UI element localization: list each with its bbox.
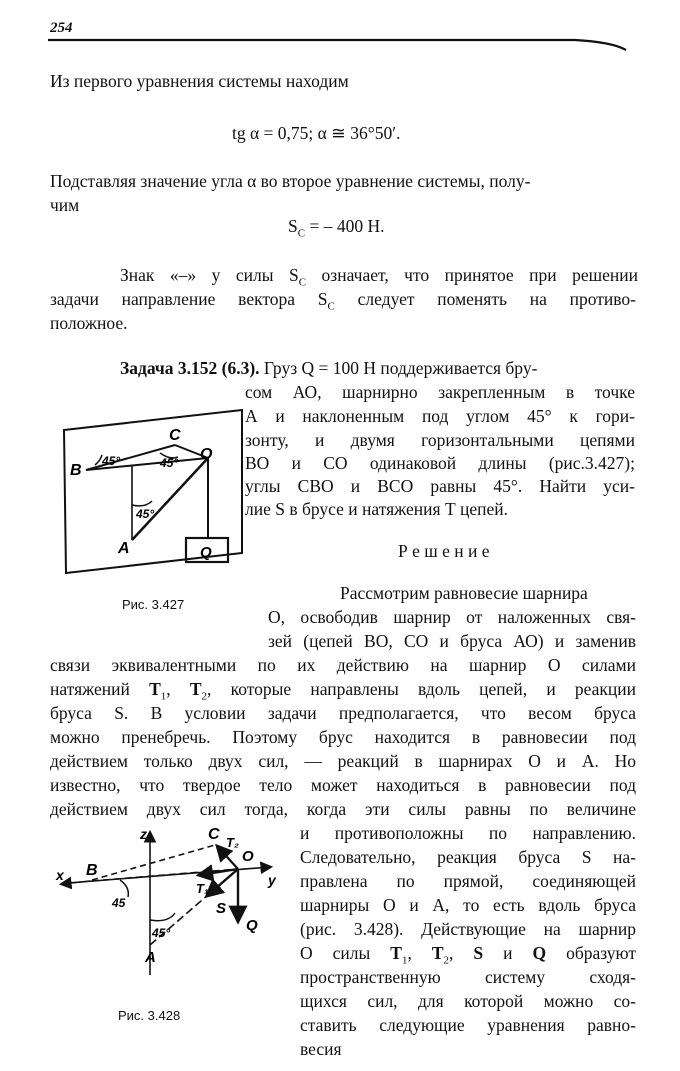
equation-tg-alpha: tg α = 0,75; α ≅ 36°50′. xyxy=(232,123,401,143)
angle-label: 45 xyxy=(112,896,126,910)
subscript: 1 xyxy=(160,690,167,703)
solution-line: Рассмотрим равновесие шарнира xyxy=(340,583,588,603)
angle-arc xyxy=(120,880,128,897)
equation-sc xyxy=(288,215,384,245)
solution-line: известно, что твердое тело может находиться в равновесии под xyxy=(50,775,636,795)
task-line: А и наклоненным под углом 45° к гори- xyxy=(245,406,635,426)
angle-arc xyxy=(132,501,152,506)
axis-label-y: y xyxy=(268,872,276,888)
vector-t: T xyxy=(431,943,444,963)
subscript: 2 xyxy=(443,954,449,967)
label-o: O xyxy=(242,848,254,865)
label-a: A xyxy=(145,949,156,966)
vector-q: Q xyxy=(532,943,547,963)
label-s: S xyxy=(216,900,227,917)
sc-symbol: S xyxy=(288,216,298,236)
solution-line: весия xyxy=(300,1039,342,1059)
solution-line: и противоположны по направлению. xyxy=(300,823,636,843)
label-a: A xyxy=(118,540,130,557)
solution-line: действием только двух сил, — реакций в шарнирах О и А. Но xyxy=(50,751,636,771)
label-o: O xyxy=(200,446,213,463)
text-run: означает, что принятое при решении xyxy=(306,265,638,285)
angle-label: 45° xyxy=(136,507,155,521)
vector-t: T xyxy=(390,943,402,963)
label-c: C xyxy=(169,427,181,444)
angle-arc xyxy=(150,913,175,921)
task-line: сом АО, шарнирно закрепленным в точке xyxy=(245,382,635,402)
wall-plane xyxy=(64,410,242,573)
task-line: лие S в брусе и натяжения Т цепей. xyxy=(245,499,509,519)
label-b: B xyxy=(70,462,82,479)
task-line: зонту, и двумя горизонтальными цепями xyxy=(245,430,635,450)
angle-arc xyxy=(95,455,102,465)
vector-s: S xyxy=(473,943,484,963)
text-run: Груз Q = 100 Н поддерживается бру- xyxy=(259,358,538,378)
solution-line: бруса S. В условии задачи предполагается, что весом бруса xyxy=(50,703,636,723)
axis-label-z: z xyxy=(140,826,147,842)
text-run: Знак «–» у силы S xyxy=(120,265,299,285)
label-q: Q xyxy=(246,917,258,934)
paragraph-line: чим xyxy=(50,195,80,215)
paragraph-line: Из первого уравнения системы находим xyxy=(50,71,349,91)
task-line xyxy=(120,357,635,379)
task-line: ВО и СО одинаковой длины (рис.3.427); xyxy=(245,453,635,473)
page-number: 254 xyxy=(50,20,73,36)
axis-label-x: x xyxy=(56,867,64,883)
text-run: , которые направлены вдоль цепей, и реакции xyxy=(207,679,637,699)
paragraph-line: положное. xyxy=(50,313,128,333)
subscript: C xyxy=(298,276,307,289)
text-run: О силы xyxy=(300,943,391,963)
paragraph-line xyxy=(50,288,636,318)
subscript: C xyxy=(327,300,335,313)
solution-line: Следовательно, реакция бруса S на- xyxy=(300,847,636,867)
subscript: 1 xyxy=(401,954,408,967)
solution-line: зей (цепей ВО, СО и бруса АО) и заменив xyxy=(268,631,636,651)
task-line: углы СВО и ВСО равны 45°. Найти уси- xyxy=(245,476,635,496)
text-run: и xyxy=(483,943,533,963)
solution-line: можно пренебречь. Поэтому брус находится в равновесии под xyxy=(50,727,636,747)
solution-line: связи эквивалентными по их действию на шарнир О силами xyxy=(50,655,636,675)
solution-line: ставить следующие уравнения равно- xyxy=(300,1015,636,1035)
figure-caption: Рис. 3.427 xyxy=(122,597,185,612)
text-run: натяжений xyxy=(50,679,150,699)
solution-line: щихся сил, для которой можно со- xyxy=(300,991,636,1011)
text-run: , xyxy=(449,943,474,963)
text-run: , xyxy=(166,679,190,699)
vector-t: T xyxy=(189,679,202,699)
chain-bc xyxy=(92,845,215,880)
solution-line: шарниры О и А, то есть вдоль бруса xyxy=(300,895,636,915)
paragraph-line: Подставляя значение угла α во второе уравнение системы, полу- xyxy=(50,171,531,191)
x-axis-arrow xyxy=(62,881,90,884)
label-t1: T₁ xyxy=(196,881,209,896)
force-t2 xyxy=(218,847,238,869)
sc-value: = – 400 Н. xyxy=(305,216,385,236)
header-rule xyxy=(0,0,680,60)
label-q: Q xyxy=(200,544,212,561)
sc-subscript: C xyxy=(297,227,306,240)
angle-label: 45° xyxy=(152,926,171,940)
subscript: 2 xyxy=(201,690,208,703)
task-title: Задача 3.152 (6.3). xyxy=(120,358,260,378)
text-run: следует поменять на противо- xyxy=(334,289,636,309)
vector-t: T xyxy=(149,679,161,699)
figure-3-427 xyxy=(60,395,245,575)
solution-heading: Р е ш е н и е xyxy=(398,541,490,561)
text-run: , xyxy=(407,943,432,963)
solution-line: действием двух сил тогда, когда эти силы равны по величине xyxy=(50,799,636,819)
label-c: C xyxy=(208,826,220,843)
text-run: образуют xyxy=(546,943,637,963)
label-b: B xyxy=(86,862,98,879)
angle-label: 45° xyxy=(160,456,179,470)
label-t2: T₂ xyxy=(226,835,239,850)
solution-line: (рис. 3.428). Действующие на шарнир xyxy=(300,919,636,939)
solution-line: пространственную систему сходя- xyxy=(300,967,636,987)
figure-3-428 xyxy=(50,825,295,985)
solution-line: О, освободив шарнир от наложенных свя- xyxy=(268,607,636,627)
text-run: задачи направление вектора S xyxy=(50,289,328,309)
figure-caption: Рис. 3.428 xyxy=(118,1008,181,1023)
beam-ao xyxy=(132,458,208,540)
angle-label: 45° xyxy=(102,454,121,468)
solution-line: правлена по прямой, соединяющей xyxy=(300,871,636,891)
